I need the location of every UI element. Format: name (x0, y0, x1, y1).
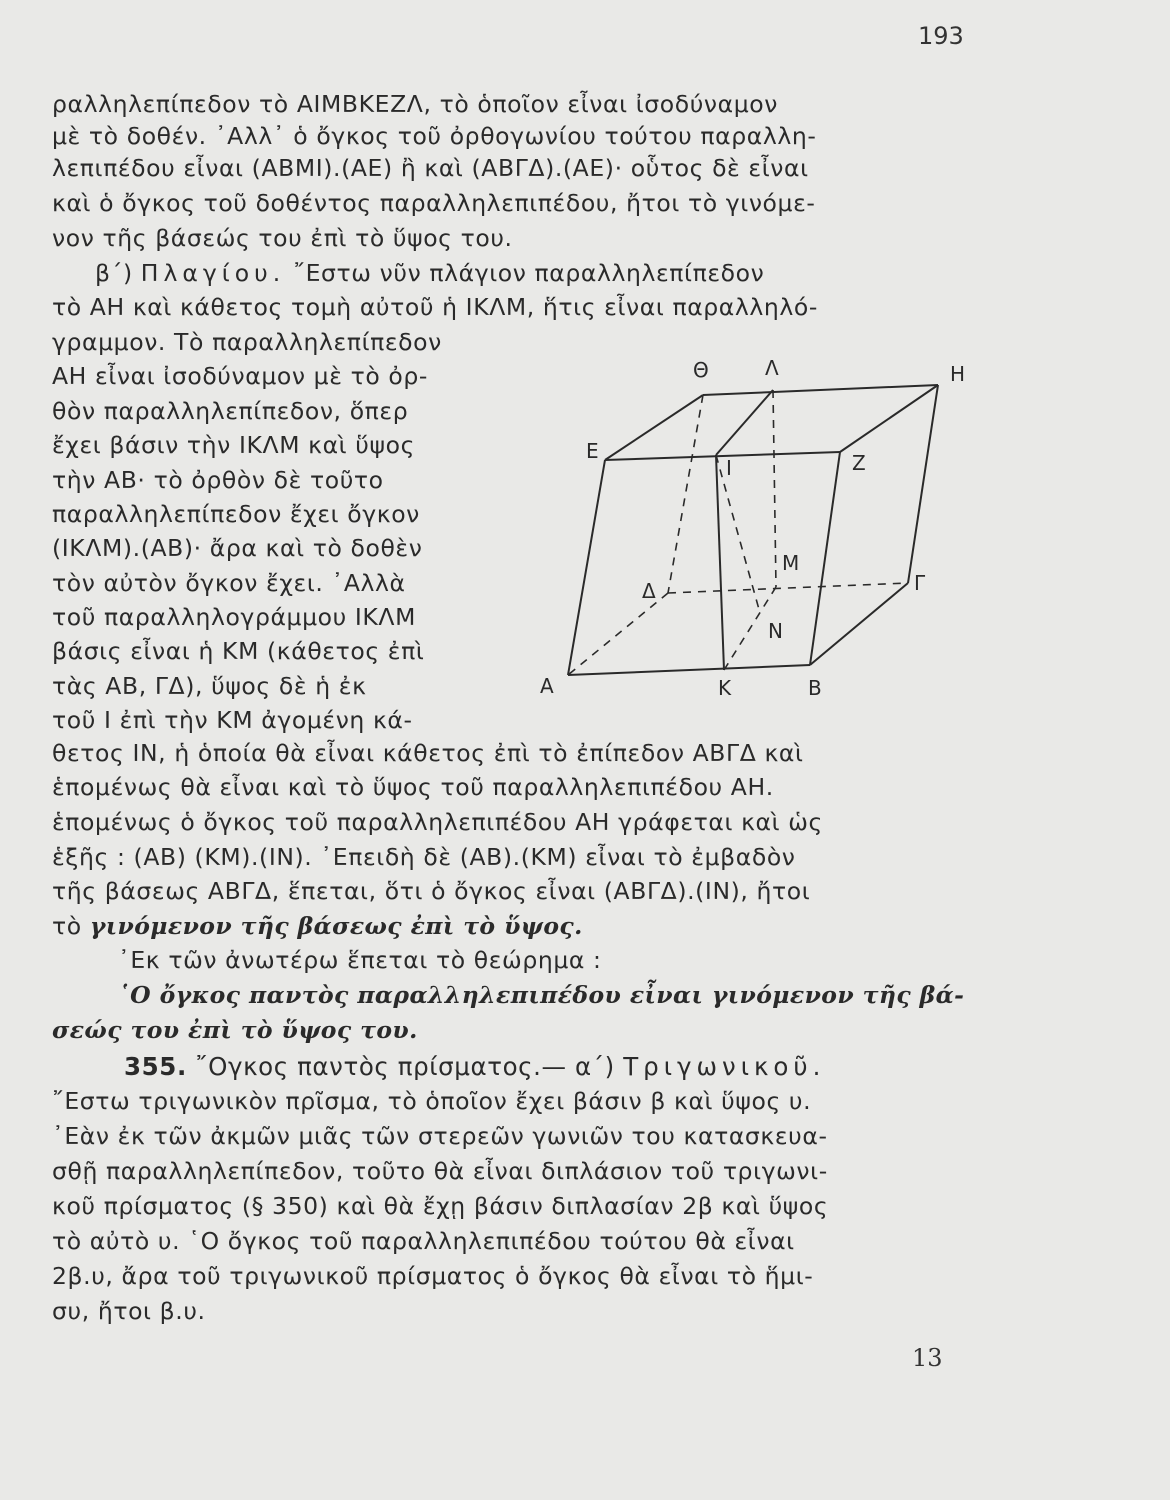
subsection-text: ῎Εστω νῦν πλάγιον παραλληλεπίπεδον (293, 259, 765, 287)
subsection-b-line (95, 256, 764, 290)
text-line: ᾿Εὰν ἐκ τῶν ἀκμῶν μιᾶς τῶν στερεῶν γωνιῶν του κατασκευα- (52, 1122, 828, 1150)
label-iota: Ι (726, 456, 732, 480)
label-epsilon: Ε (586, 439, 599, 463)
label-alpha: Α (540, 674, 554, 698)
text-line: ἑπομένως θὰ εἶναι καὶ τὸ ὕψος τοῦ παραλληλεπιπέδου ΑΗ. (52, 773, 774, 801)
section-subtitle: Τριγωνικοῦ. (623, 1052, 826, 1081)
text-line: σθῇ παραλληλεπίπεδον, τοῦτο θὰ εἶναι διπλάσιον τοῦ τριγωνι- (52, 1157, 828, 1185)
height-IN (716, 455, 760, 613)
text-line: καὶ ὁ ὄγκος τοῦ δοθέντος παραλληλεπιπέδου, ἤτοι τὸ γινόμε- (52, 189, 816, 217)
text-line: ἑπομένως ὁ ὄγκος τοῦ παραλληλεπιπέδου ΑΗ γράφεται καὶ ὡς (52, 808, 823, 836)
subsection-heading: Πλαγίου. (140, 259, 286, 287)
edge-EO (605, 395, 703, 460)
text-line: βάσις εἶναι ἡ ΚΜ (κάθετος ἐπὶ (52, 637, 425, 665)
section-355-heading (124, 1050, 825, 1084)
text-line: τῆς βάσεως ΑΒΓΔ, ἕπεται, ὅτι ὁ ὄγκος εἶναι (ΑΒΓΔ).(ΙΝ), ἤτοι (52, 877, 811, 905)
text-line: (ΙΚΛΜ).(ΑΒ)· ἄρα καὶ τὸ δοθὲν (52, 534, 423, 562)
text-line: θετος ΙΝ, ἡ ὁποία θὰ εἶναι κάθετος ἐπὶ τὸ ἐπίπεδον ΑΒΓΔ καὶ (52, 739, 804, 767)
theorem-line: σεώς του ἐπὶ τὸ ὕψος του. (52, 1016, 418, 1044)
conclusion-prefix: τὸ (52, 912, 82, 940)
label-gamma: Γ (914, 571, 926, 595)
text-line: συ, ἤτοι β.υ. (52, 1297, 206, 1325)
hidden-edge-LM (773, 390, 776, 587)
signature-mark: 13 (912, 1344, 943, 1372)
text-line: τοῦ παραλληλογράμμου ΙΚΛΜ (52, 603, 416, 631)
text-line: ἑξῆς : (ΑΒ) (ΚΜ).(ΙΝ). ᾿Επειδὴ δὲ (ΑΒ).(ΚΜ) εἶναι τὸ ἐμβαδὸν (52, 843, 796, 871)
text-line: νον τῆς βάσεώς του ἐπὶ τὸ ὕψος του. (52, 224, 513, 252)
label-zeta: Ζ (852, 451, 866, 475)
edge-HG (908, 385, 938, 583)
theorem-intro: ᾿Εκ τῶν ἀνωτέρω ἕπεται τὸ θεώρημα : (118, 946, 602, 974)
text-line: λεπιπέδου εἶναι (ΑΒΜΙ).(ΑΕ) ἢ καὶ (ΑΒΓΔ).(ΑΕ)· οὗτος δὲ εἶναι (52, 154, 809, 182)
edge-IK (716, 455, 724, 670)
edge-HZ (840, 385, 938, 452)
hidden-edge-DG (668, 583, 908, 593)
edge-LI (716, 390, 773, 455)
section-title: ῎Ογκος παντὸς πρίσματος.— α΄) (195, 1052, 615, 1081)
text-line: τὸν αὐτὸν ὄγκον ἔχει. ᾿Αλλὰ (52, 569, 406, 597)
text-line: τὸ αὐτὸ υ. ῾Ο ὄγκος τοῦ παραλληλεπιπέδου τούτου θὰ εἶναι (52, 1227, 795, 1255)
theorem-line: ῾Ο ὄγκος παντὸς παραλληλεπιπέδου εἶναι γινόμενον τῆς βά- (118, 981, 965, 1009)
text-line: μὲ τὸ δοθέν. ᾿Αλλ᾿ ὁ ὄγκος τοῦ ὀρθογωνίου τούτου παραλλη- (52, 122, 817, 150)
conclusion-emphasis: γινόμενον τῆς βάσεως ἐπὶ τὸ ὕψος. (89, 912, 583, 940)
hidden-edge-DA (568, 593, 668, 675)
page-number: 193 (918, 22, 964, 50)
text-line: ἔχει βάσιν τὴν ΙΚΛΜ καὶ ὕψος (52, 431, 415, 459)
text-line: θὸν παραλληλεπίπεδον, ὅπερ (52, 397, 409, 425)
text-line: 2β.υ, ἄρα τοῦ τριγωνικοῦ πρίσματος ὁ ὄγκος θὰ εἶναι τὸ ἥμι- (52, 1262, 814, 1290)
edge-GB (810, 583, 908, 665)
text-line: τὴν ΑΒ· τὸ ὀρθὸν δὲ τοῦτο (52, 466, 384, 494)
text-line: παραλληλεπίπεδον ἔχει ὄγκον (52, 500, 420, 528)
text-line: ῎Εστω τριγωνικὸν πρῖσμα, τὸ ὁποῖον ἔχει βάσιν β καὶ ὕψος υ. (52, 1087, 812, 1115)
parallelepiped-figure (530, 355, 980, 705)
label-beta: Β (808, 676, 822, 700)
text-line: τὰς ΑΒ, ΓΔ), ὕψος δὲ ἡ ἐκ (52, 672, 367, 700)
edge-ZB (810, 452, 840, 665)
label-nu: Ν (768, 619, 783, 643)
text-line: ΑΗ εἶναι ἰσοδύναμον μὲ τὸ ὀρ- (52, 362, 428, 390)
edge-EZ (605, 452, 840, 460)
text-line: τὸ ΑΗ καὶ κάθετος τομὴ αὐτοῦ ἡ ΙΚΛΜ, ἥτις εἶναι παραλληλό- (52, 293, 818, 321)
label-delta: Δ (642, 579, 656, 603)
text-line: τοῦ Ι ἐπὶ τὴν ΚΜ ἀγομένη κά- (52, 706, 413, 734)
edge-AE (568, 460, 605, 675)
label-theta: Θ (693, 358, 709, 382)
edge-BA (568, 665, 810, 675)
section-number: 355. (124, 1052, 187, 1081)
label-eta: Η (950, 362, 966, 386)
conclusion-line (52, 909, 583, 943)
label-kappa: Κ (718, 676, 732, 700)
hidden-edge-OD (668, 395, 703, 593)
label-lambda: Λ (765, 356, 779, 380)
edge-OH (703, 385, 938, 395)
label-mu: Μ (782, 551, 800, 575)
subsection-label: β΄) (95, 259, 133, 287)
text-line: κοῦ πρίσματος (§ 350) καὶ θὰ ἔχῃ βάσιν διπλασίαν 2β καὶ ὕψος (52, 1192, 829, 1220)
text-line: ραλληλεπίπεδον τὸ ΑΙΜΒΚΕΖΛ, τὸ ὁποῖον εἶναι ἰσοδύναμον (52, 90, 778, 118)
text-line: γραμμον. Τὸ παραλληλεπίπεδον (52, 328, 442, 356)
